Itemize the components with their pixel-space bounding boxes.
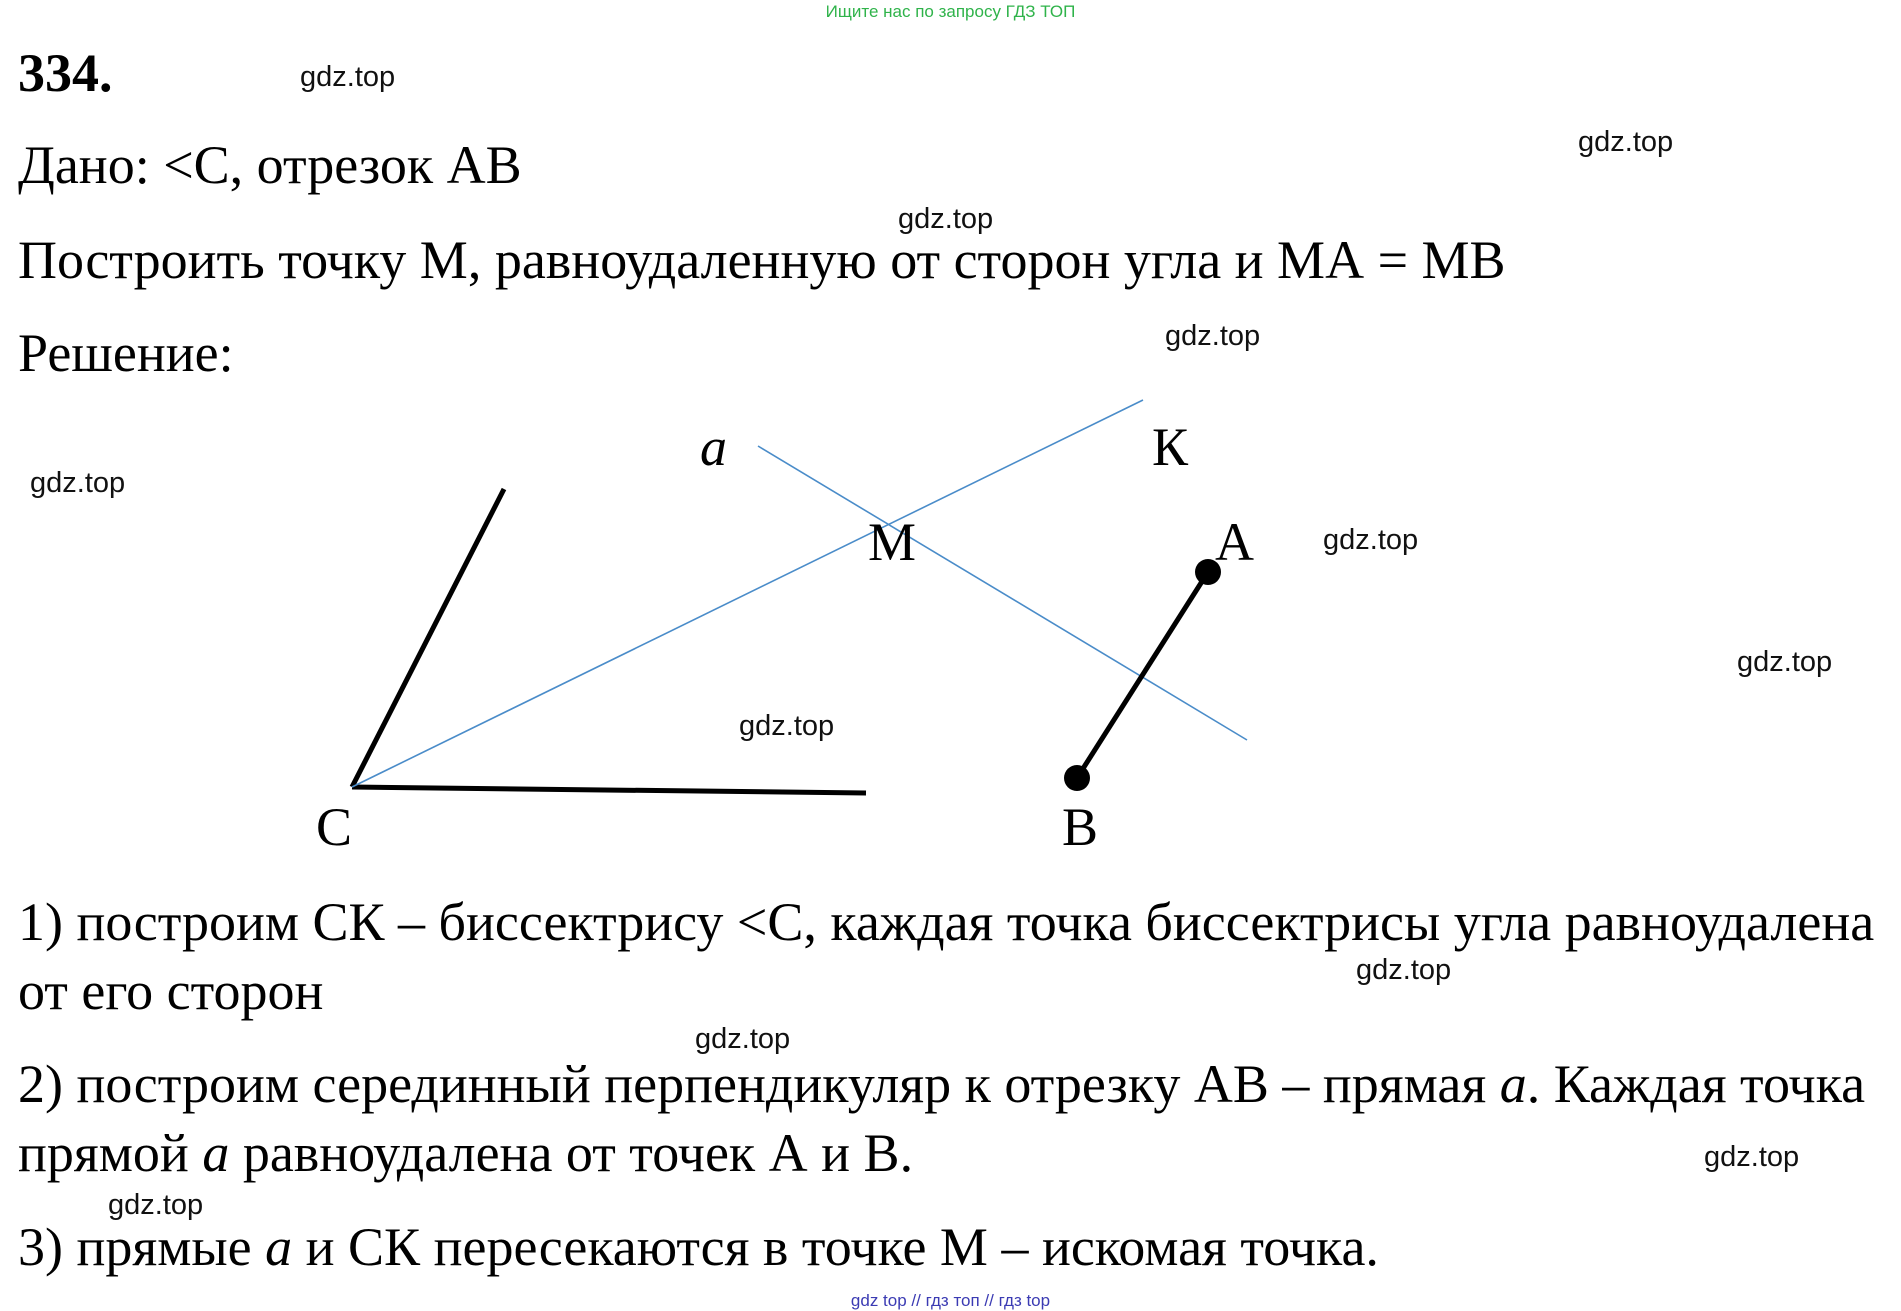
watermark[interactable]: gdz.top [1356, 954, 1452, 986]
step-2-text: равноудалена от точек А и В. [229, 1123, 914, 1183]
step-3-text: и СК пересекаются в точке М – искомая точка. [292, 1217, 1379, 1277]
solution-heading: Решение: [18, 323, 234, 383]
step-2-text: . Каждая точка прямой [18, 1054, 1866, 1183]
watermark[interactable]: gdz.top [1704, 1141, 1800, 1173]
watermark[interactable]: gdz.top [1323, 524, 1419, 556]
point-b-dot [1064, 765, 1090, 791]
perpendicular-bisector-line [758, 446, 1247, 740]
watermark[interactable]: gdz.top [30, 467, 126, 499]
label-k: К [1152, 417, 1189, 477]
step-3-var-a: a [265, 1217, 293, 1277]
watermark[interactable]: gdz.top [300, 61, 396, 93]
step-3-text: 3) прямые [18, 1217, 266, 1277]
label-b: В [1062, 797, 1099, 857]
label-m: М [868, 512, 917, 572]
watermark[interactable]: gdz.top [1578, 126, 1674, 158]
problem-number: 334. [18, 43, 113, 103]
task-line: Построить точку М, равноудаленную от сторон угла и МА = МВ [18, 230, 1506, 290]
top-banner[interactable]: Ищите нас по запросу ГДЗ ТОП [825, 2, 1076, 21]
watermark[interactable]: gdz.top [739, 710, 835, 742]
step-3 [18, 1213, 1898, 1282]
label-c: С [316, 797, 353, 857]
label-line-a: a [700, 417, 727, 477]
step-2-var-a: a [202, 1123, 230, 1183]
step-2-text: 2) построим серединный перпендикуляр к отрезку АВ – прямая [18, 1054, 1500, 1114]
watermark[interactable]: gdz.top [695, 1023, 791, 1055]
watermark[interactable]: gdz.top [108, 1189, 204, 1221]
step-2 [18, 1050, 1898, 1188]
footer-links[interactable]: gdz top // гдз топ // гдз top [850, 1291, 1051, 1310]
watermark[interactable]: gdz.top [1737, 646, 1833, 678]
label-a: А [1215, 512, 1254, 572]
given-line: Дано: <С, отрезок АВ [18, 135, 522, 195]
step-1: 1) построим СК – биссектрису <С, каждая точка биссектрисы угла равноудалена от его сторон [18, 892, 1875, 1021]
watermark[interactable]: gdz.top [898, 203, 994, 235]
segment-ab [1077, 572, 1208, 778]
angle-side-lower [352, 787, 866, 793]
angle-side-upper [352, 489, 504, 787]
watermark[interactable]: gdz.top [1165, 320, 1261, 352]
step-2-var-a: a [1499, 1054, 1527, 1114]
